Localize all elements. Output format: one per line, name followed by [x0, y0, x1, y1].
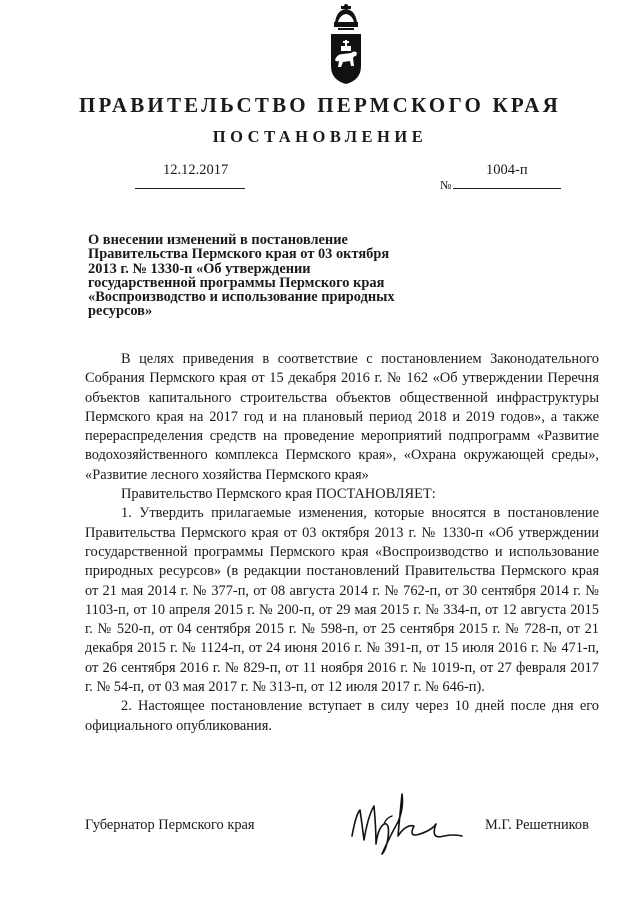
- number-underline: [453, 188, 561, 189]
- document-body: [85, 350, 599, 736]
- document-subject: О внесении изменений в постановление Правительства Пермского края от 03 октября 2013 г. № 1330-п «Об утверждении государственной программы Пермского края «Воспроизводство и использование природных ресурсов»: [88, 232, 395, 320]
- body-paragraph: 2. Настоящее постановление вступает в силу через 10 дней после дня его официального опубликования.: [85, 698, 599, 734]
- number-sign: №: [440, 178, 452, 192]
- date-underline: [135, 188, 245, 189]
- document-number: 1004-п: [486, 162, 528, 178]
- signatory-role: Губернатор Пермского края: [85, 817, 255, 833]
- signatory-name: М.Г. Решетников: [485, 817, 589, 833]
- document-date: 12.12.2017: [163, 162, 229, 178]
- body-paragraph: 1. Утвердить прилагаемые изменения, которые вносятся в постановление Правительства Пермского края от 03 октября 2013 г. № 1330-п «Об утверждении государственной программы Пермского края «Воспроизводство и использование природных ресурсов» (в редакции постановлений Правительства Пермского края от 21 мая 2014 г. № 377-п, от 08 августа 2014 г. № 762-п, от 30 сентября 2014 г. № 1103-п, от 10 апреля 2015 г. № 200-п, от 29 мая 2015 г. № 334-п, от 12 августа 2015 г. № 520-п, от 04 сентября 2015 г. № 598-п, от 25 сентября 2015 г. № 728-п, от 21 декабря 2015 г. № 1124-п, от 24 июня 2016 г. № 391-п, от 15 июля 2016 г. № 471-п, от 26 сентября 2016 г. № 829-п, от 11 ноября 2016 г. № 1019-п, от 27 февраля 2017 г. № 54-п, от 03 мая 2017 г. № 313-п, от 12 июля 2017 г. № 646-п).: [85, 505, 599, 696]
- body-paragraph: Правительство Пермского края ПОСТАНОВЛЯЕТ:: [121, 486, 436, 503]
- body-paragraph: В целях приведения в соответствие с постановлением Законодательного Собрания Пермского края от 15 декабря 2016 г. № 162 «Об утверждении Перечня объектов капитального строительства объектов общественной инфраструктуры Пермского края на 2017 год и на плановый период 2018 и 2019 годов», а также перераспределения средств на проведение мероприятий подпрограмм «Развитие водохозяйственного комплекса Пермского края», «Охрана окружающей среды», «Развитие лесного хозяйства Пермского края»: [85, 351, 599, 483]
- handwritten-signature: [340, 784, 465, 864]
- coat-of-arms-icon: [329, 4, 363, 86]
- government-title: ПРАВИТЕЛЬСТВО ПЕРМСКОГО КРАЯ: [78, 93, 561, 117]
- document-type: ПОСТАНОВЛЕНИЕ: [212, 127, 428, 146]
